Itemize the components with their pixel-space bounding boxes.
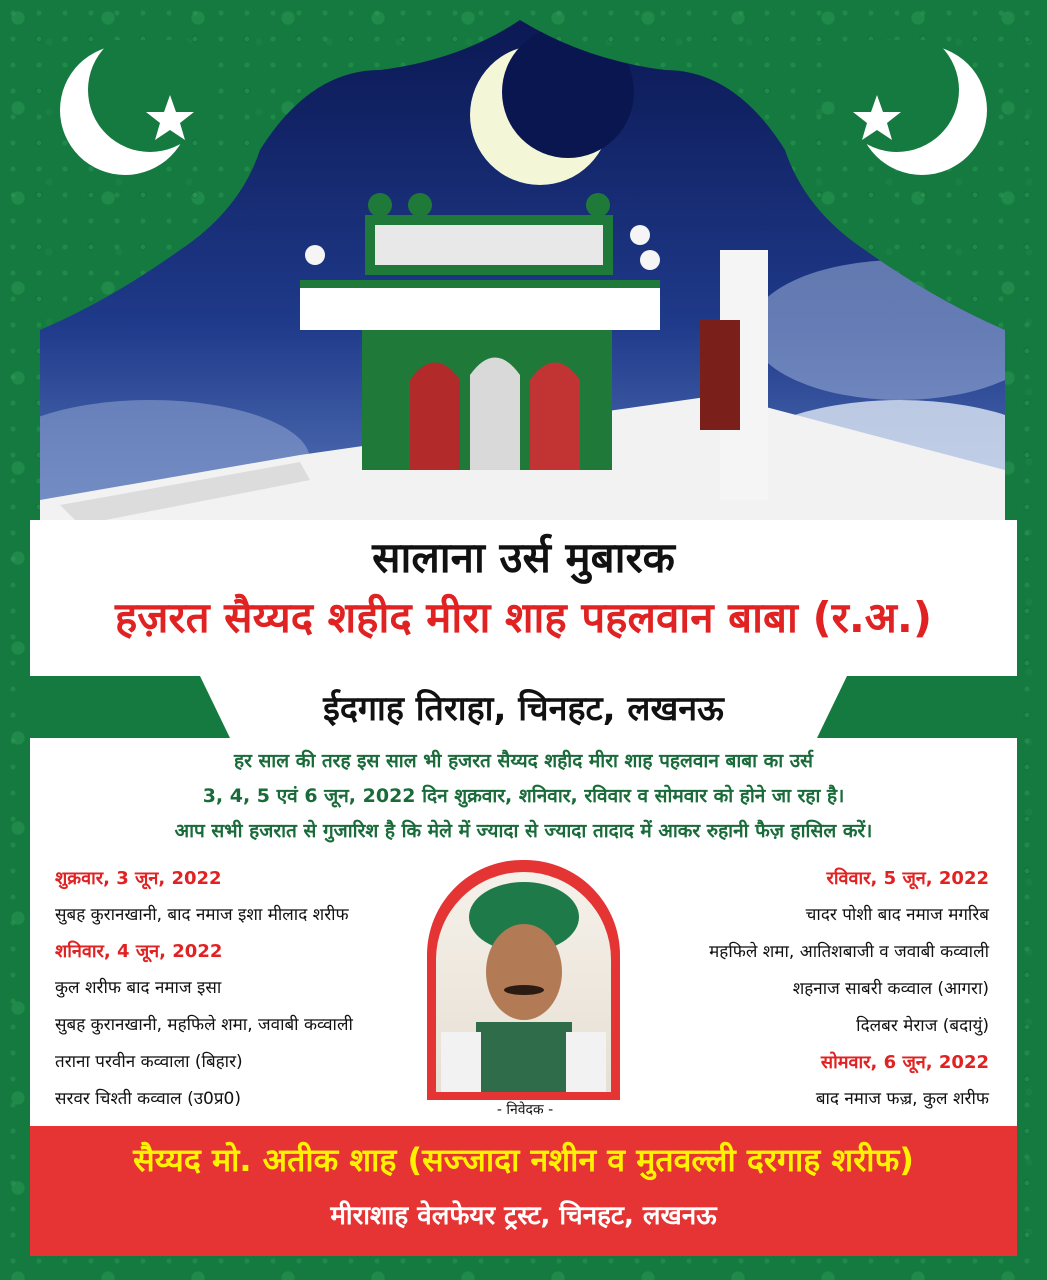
schedule-day: शुक्रवार, 3 जून, 2022 [55, 868, 222, 889]
schedule-event: तराना परवीन कव्वाला (बिहार) [55, 1052, 243, 1072]
schedule-event: सुबह कुरानखानी, बाद नमाज इशा मीलाद शरीफ [55, 905, 349, 925]
announcement-line: आप सभी हजरात से गुजारिश है कि मेले में ज्यादा से ज्यादा तादाद में आकर रुहानी फैज़ हासिल करें। [174, 820, 873, 842]
schedule-right [609, 866, 989, 1123]
photo-caption: - निवेदक - [440, 1100, 610, 1119]
location-text: ईदगाह तिराहा, चिनहट, लखनऊ [323, 689, 724, 729]
schedule-event: सुबह कुरानखानी, महफिले शमा, जवाबी कव्वाली [55, 1015, 353, 1035]
announcement-line: हर साल की तरह इस साल भी हजरत सैय्यद शहीद मीरा शाह पहलवान बाबा का उर्स [233, 750, 814, 772]
schedule-event: सरवर चिश्ती कव्वाल (उ0प्र0) [55, 1089, 241, 1109]
host-photo [436, 872, 611, 1092]
schedule-event: बाद नमाज फज़्र, कुल शरीफ [815, 1089, 989, 1109]
schedule-event: महफिले शमा, आतिशबाजी व जवाबी कव्वाली [709, 942, 989, 962]
page-title: सालाना उर्स मुबारक [372, 533, 675, 582]
schedule-left [55, 866, 415, 1123]
schedule-event: चादर पोशी बाद नमाज मगरिब [805, 905, 989, 925]
crescent-star-icon [822, 40, 1002, 190]
schedule-day: सोमवार, 6 जून, 2022 [820, 1052, 989, 1073]
schedule-event: कुल शरीफ बाद नमाज इसा [55, 978, 222, 998]
announcement [40, 744, 1007, 849]
schedule-day: शनिवार, 4 जून, 2022 [55, 941, 223, 962]
announcement-line: 3, 4, 5 एवं 6 जून, 2022 दिन शुक्रवार, शनिवार, रविवार व सोमवार को होने जा रहा है। [202, 785, 845, 807]
saint-name: हज़रत सैय्यद शहीद मीरा शाह पहलवान बाबा (र.अ.) [114, 593, 933, 642]
schedule-event: दिलबर मेराज (बदायुं) [856, 1016, 989, 1036]
schedule-day: रविवार, 5 जून, 2022 [826, 868, 989, 889]
crescent-star-icon [45, 40, 225, 190]
organization-name: मीराशाह वेलफेयर ट्रस्ट, चिनहट, लखनऊ [330, 1201, 717, 1231]
host-name: सैय्यद मो. अतीक शाह (सज्जादा नशीन व मुतवल्ली दरगाह शरीफ) [133, 1141, 914, 1179]
schedule-event: शहनाज साबरी कव्वाल (आगरा) [792, 979, 989, 999]
